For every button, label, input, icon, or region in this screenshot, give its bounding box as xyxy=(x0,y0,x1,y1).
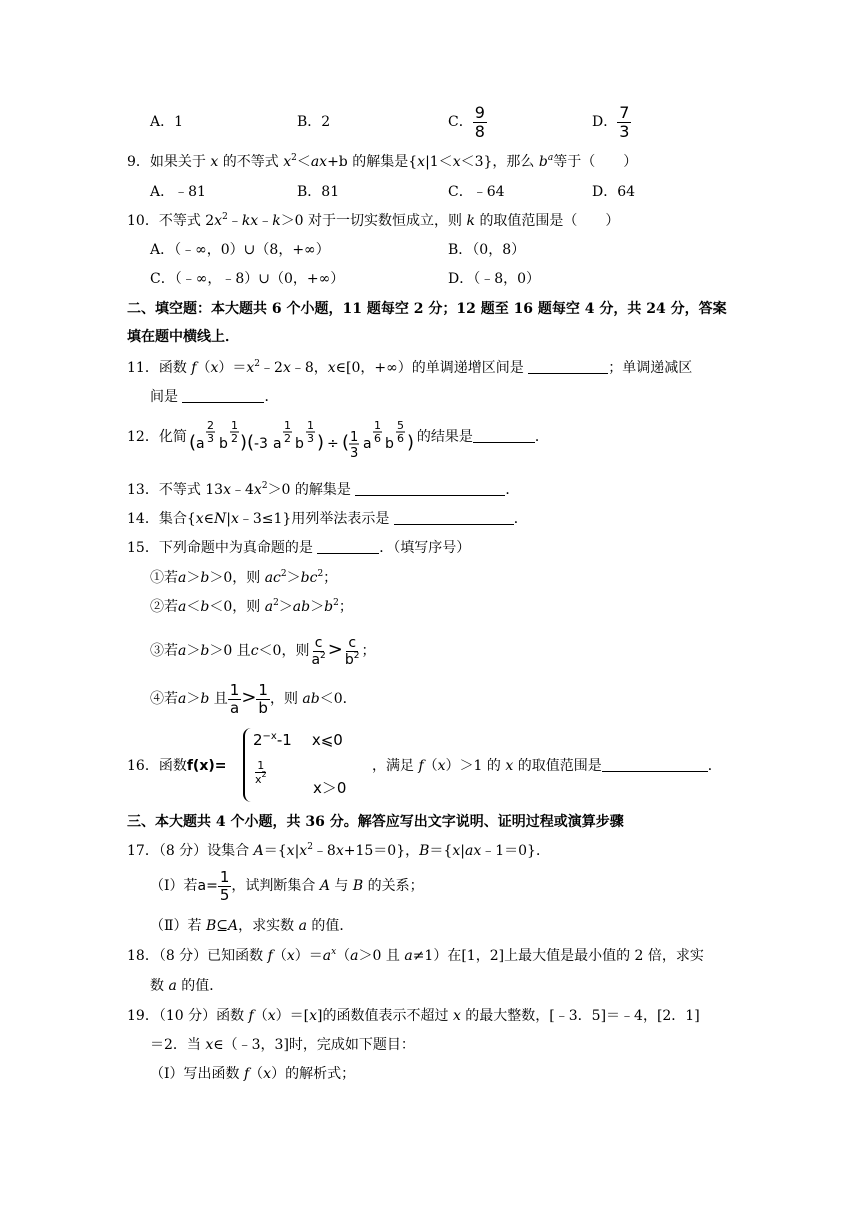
q9-option-a: A．﹣81 xyxy=(150,184,206,200)
svg-text:5: 5 xyxy=(396,419,404,432)
q9-option-b: B．81 xyxy=(297,184,340,200)
svg-text:2: 2 xyxy=(206,419,214,432)
svg-text:): ) xyxy=(406,432,414,453)
q17-part-2: （Ⅱ）若 B⊆A，求实数 a 的值． xyxy=(150,918,354,934)
q9-stem: 9．如果关于 x 的不等式 $x^2<ax+b$ 的解集是{x|1＜x＜3}，那么 $b^a$等于（ ） xyxy=(127,153,638,170)
svg-text:b: b xyxy=(294,436,304,452)
svg-text:a: a xyxy=(362,436,372,452)
fraction: $\frac{7}{3}$ xyxy=(619,102,630,141)
q14-line: 14．集合{x∈N|x﹣3≤1}用列举法表示是 ． xyxy=(127,511,528,527)
q17-part-1: （Ⅰ）若a= $\frac{1}{5}$ ，试判断集合 A 与 B 的关系； xyxy=(150,867,424,904)
svg-text:6: 6 xyxy=(373,432,381,445)
svg-text:a: a xyxy=(272,436,282,452)
q10-stem: 10．不等式 $2x^2﹣kx﹣k>0$ 对于一切实数恒成立，则 k 的取值范围是（ ） xyxy=(127,212,620,229)
svg-text:6: 6 xyxy=(396,432,404,445)
answer-blank[interactable] xyxy=(528,359,608,374)
svg-text:): ) xyxy=(316,432,324,453)
svg-text:1: 1 xyxy=(349,430,359,445)
svg-text:1: 1 xyxy=(230,419,238,432)
svg-text:3: 3 xyxy=(349,446,359,460)
svg-text:a: a xyxy=(195,436,205,452)
svg-text:b: b xyxy=(218,436,228,452)
q10-option-a: A．（﹣∞，0）∪（8，+∞） xyxy=(150,242,330,258)
q9-option-c: C．﹣64 xyxy=(448,184,505,200)
q8-option-b: B．2 xyxy=(297,114,331,130)
q16-case-2 xyxy=(253,760,269,785)
q17-stem: 17．（8 分）设集合 $A=\{x|x^2﹣8x+15=0\}$，B＝{x|ax﹣1＝0}． xyxy=(127,842,550,859)
svg-text:(: ( xyxy=(341,432,349,453)
fraction: $\frac{c}{b^2}$ xyxy=(344,634,360,668)
answer-blank[interactable] xyxy=(602,757,708,772)
section-3-heading: 三、本大题共 4 个小题，共 36 分。解答应写出文字说明、证明过程或演算步骤 xyxy=(127,814,624,830)
q10-option-d: D．（﹣8，0） xyxy=(448,271,541,287)
svg-text:÷: ÷ xyxy=(326,436,339,452)
section-2-heading: 二、填空题：本大题共 6 个小题，11 题每空 2 分；12 题至 16 题每空 4 分，共 24 分，答案 xyxy=(127,301,727,317)
svg-text:(: ( xyxy=(246,432,254,453)
q10-option-b: B．（0，8） xyxy=(448,242,526,258)
q15-proposition-1: ①若a＞b＞0，则 $ac^2>bc^2$； xyxy=(150,569,338,586)
fraction: $\frac{1}{a}$ xyxy=(229,680,240,717)
q8-option-c: C． $\frac{9}{8}$ xyxy=(448,102,485,141)
fraction: $\frac{9}{8}$ xyxy=(474,102,485,141)
svg-text:2: 2 xyxy=(283,432,291,445)
svg-text:-3: -3 xyxy=(253,436,268,452)
svg-text:b: b xyxy=(384,436,394,452)
svg-text:2: 2 xyxy=(230,432,238,445)
q11-line-1: 11．函数 $f(x)=x^2﹣2x﹣8$，x∈[0，+∞）的单调递增区间是 ；单调递减区 xyxy=(127,359,693,376)
svg-text:3: 3 xyxy=(306,432,314,445)
q16-case-1: $2^{-x}-1$ x⩽0 xyxy=(253,731,343,749)
q13-line: 13．不等式 $13x﹣4x^2>0$ 的解集是 ． xyxy=(127,481,520,498)
q8-option-d: D． $\frac{7}{3}$ xyxy=(592,102,630,141)
q15-proposition-4: ④若a＞b 且 $\frac{1}{a}$ > $\frac{1}{b}$ ，则 ab＜0． xyxy=(150,680,357,717)
fraction: $\frac{1}{b}$ xyxy=(258,680,268,717)
svg-text:1: 1 xyxy=(283,419,291,432)
svg-text:): ) xyxy=(239,432,247,453)
answer-blank[interactable] xyxy=(355,481,505,496)
piecewise-brace xyxy=(243,728,253,802)
fraction: $\frac{1}{x^2}$ xyxy=(255,759,267,786)
answer-blank[interactable] xyxy=(182,388,264,403)
svg-text:1: 1 xyxy=(306,419,314,432)
fraction: $\frac{1}{5}$ xyxy=(219,867,230,904)
answer-blank[interactable] xyxy=(317,539,379,554)
q15-stem: 15．下列命题中为真命题的是 ．（填写序号） xyxy=(127,540,471,556)
svg-text:1: 1 xyxy=(373,419,381,432)
q19-line-2: ＝2．当 x∈（﹣3，3]时，完成如下题目： xyxy=(150,1037,415,1053)
answer-blank[interactable] xyxy=(394,510,514,525)
q15-proposition-3: ③若a＞b＞0 且c＜0，则 $\frac{c}{a^2}$ > $\frac{c}{b^2}$ ； xyxy=(150,634,376,668)
q18-line-2: 数 a 的值． xyxy=(150,978,224,994)
q11-line-2: 间是 ． xyxy=(150,389,279,405)
q16-prefix: 16．函数f(x)= xyxy=(127,758,227,774)
q10-option-c: C．（﹣∞，﹣8）∪（0，+∞） xyxy=(150,271,345,287)
fraction: $\frac{c}{a^2}$ xyxy=(311,634,326,668)
q9-option-d: D．64 xyxy=(592,184,636,200)
q8-option-a: A．1 xyxy=(150,114,184,130)
q19-line-3: （Ⅰ）写出函数 f（x）的解析式； xyxy=(150,1066,356,1082)
q16-case-2-condition: x＞0 xyxy=(313,779,347,797)
q18-line-1: 18．（8 分）已知函数 $f(x)=a^x(a>0$ 且 a≠1）在[1，2]上最大值是最小值的 2 倍，求实 xyxy=(127,947,704,964)
q12-line: 12．化简 ( a 2 3 b 1 2 ) ( -3 a 1 2 b 1 3 ) ÷ ( 1 3 a 1 6 b 5 6 ) 的结果是 ． xyxy=(127,414,549,460)
q19-line-1: 19．（10 分）函数 f（x）＝[x]的函数值表示不超过 x 的最大整数，[﹣3．5]＝﹣4，[2．1] xyxy=(127,1008,700,1024)
answer-blank[interactable] xyxy=(473,428,535,443)
q15-proposition-2: ②若a＜b＜0，则 $a^2>ab>b^2$； xyxy=(150,598,353,615)
svg-text:3: 3 xyxy=(206,432,214,445)
q16-suffix: ，满足 f（x）＞1 的 x 的取值范围是 ． xyxy=(372,758,722,774)
svg-text:(: ( xyxy=(188,432,196,453)
section-2-heading-cont: 填在题中横线上． xyxy=(127,329,239,345)
